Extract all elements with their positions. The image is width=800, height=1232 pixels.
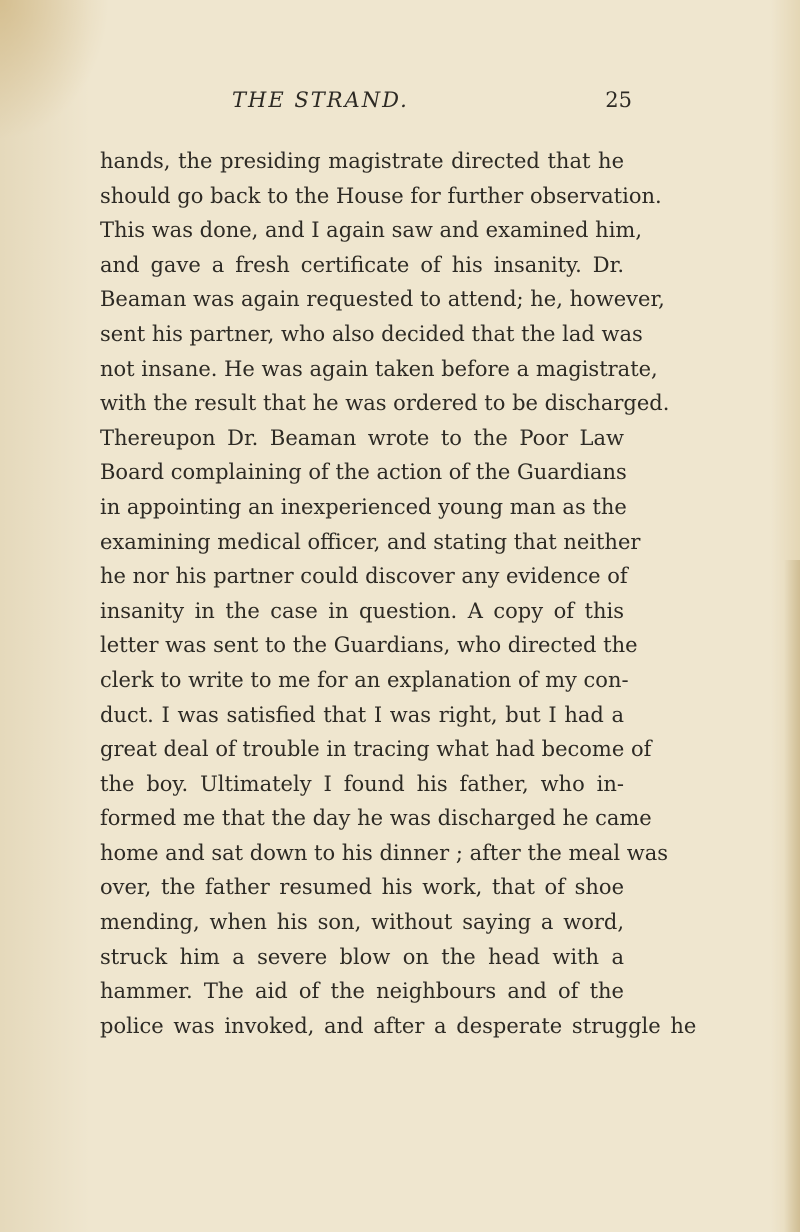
text-line: examining medical officer, and stating that neither (100, 529, 641, 554)
page-edge-shadow (784, 560, 800, 1232)
text-line: should go back to the House for further observation. (100, 183, 662, 208)
text-line: with the result that he was ordered to be discharged. (100, 391, 670, 416)
text-line: This was done, and I again saw and examined him, (100, 218, 643, 243)
text-line: police was invoked, and after a desperate struggle he (100, 1013, 697, 1038)
text-line: clerk to write to me for an explanation of my con- (100, 667, 629, 692)
text-line: duct. I was satisfied that I was right, but I had a (100, 702, 624, 727)
body-text (100, 144, 697, 1043)
text-line: in appointing an inexperienced young man as the (100, 494, 627, 519)
text-line: sent his partner, who also decided that the lad was (100, 321, 643, 346)
page-stain (0, 0, 110, 140)
text-line: over, the father resumed his work, that of shoe (100, 875, 624, 900)
text-line: letter was sent to the Guardians, who directed the (100, 633, 638, 658)
text-line: great deal of trouble in tracing what had become of (100, 737, 652, 762)
running-head (232, 88, 632, 120)
text-line: not insane. He was again taken before a magistrate, (100, 356, 658, 381)
text-line: home and sat down to his dinner ; after the meal was (100, 840, 669, 865)
page-number: 25 (605, 88, 632, 112)
running-title: THE STRAND. (232, 88, 409, 112)
text-line: he nor his partner could discover any evidence of (100, 564, 628, 589)
text-line: struck him a severe blow on the head with a (100, 944, 624, 969)
text-line: hands, the presiding magistrate directed that he (100, 149, 624, 173)
text-line: Thereupon Dr. Beaman wrote to the Poor Law (100, 425, 624, 450)
text-line: formed me that the day he was discharged he came (100, 806, 652, 831)
text-line: and gave a fresh certificate of his insanity. Dr. (100, 252, 624, 277)
text-line: insanity in the case in question. A copy of this (100, 598, 624, 623)
text-line: Board complaining of the action of the Guardians (100, 460, 627, 485)
text-line: the boy. Ultimately I found his father, who in- (100, 771, 624, 796)
text-line: Beaman was again requested to attend; he, however, (100, 287, 665, 312)
text-line: hammer. The aid of the neighbours and of the (100, 979, 624, 1004)
text-line: mending, when his son, without saying a word, (100, 910, 624, 935)
